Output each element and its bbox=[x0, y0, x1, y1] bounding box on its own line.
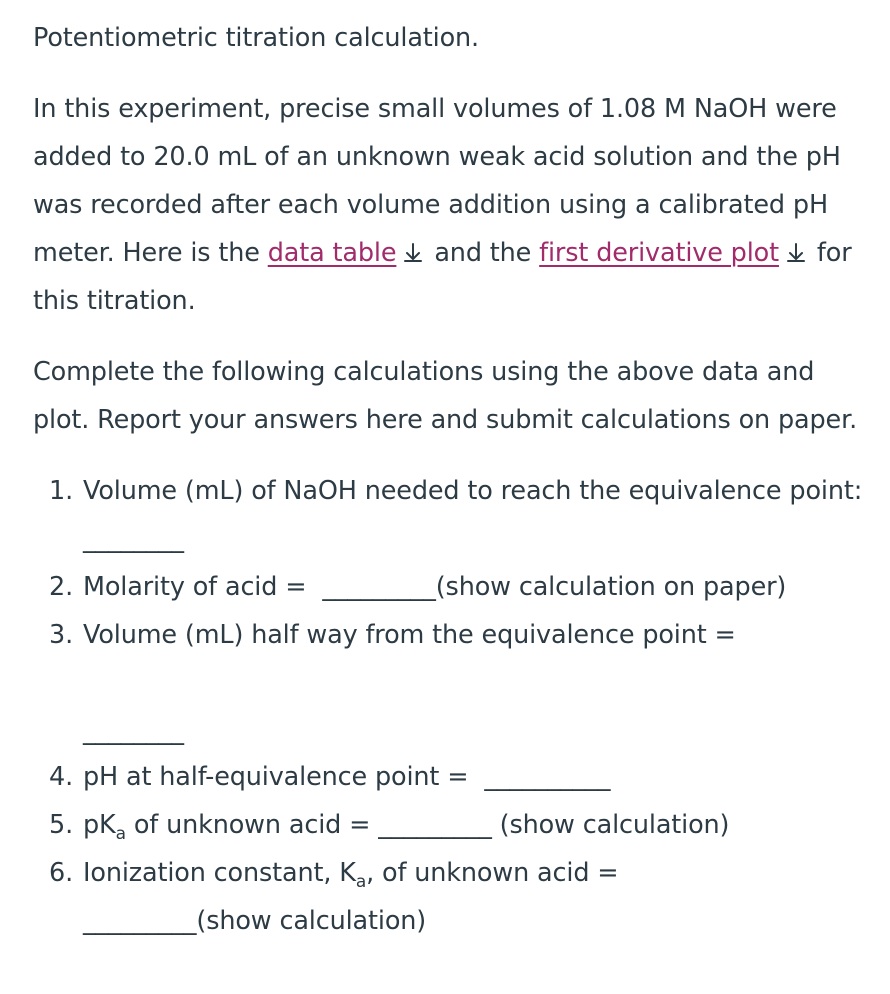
assignment-content bbox=[33, 14, 878, 945]
question-text-b: , of unknown acid = bbox=[366, 858, 619, 888]
questions-list bbox=[33, 467, 878, 945]
download-arrow-icon[interactable] bbox=[402, 241, 424, 265]
question-item bbox=[49, 611, 878, 755]
instructions-paragraph: Complete the following calculations using the above data and plot. Report your answers here and submit calculations on paper. bbox=[33, 357, 858, 435]
download-arrow-icon[interactable] bbox=[785, 241, 807, 265]
question-number: 4. bbox=[49, 762, 74, 792]
question-number: 2. bbox=[49, 572, 74, 602]
question-item bbox=[49, 849, 878, 945]
question-text-b: of unknown acid = _________ (show calculation) bbox=[125, 810, 730, 840]
intro-text-3: for this titration. bbox=[33, 238, 852, 316]
intro-paragraph bbox=[33, 85, 878, 325]
question-item bbox=[49, 753, 878, 801]
answer-blank: _________(show calculation) bbox=[83, 906, 427, 936]
question-number: 6. bbox=[49, 858, 74, 888]
question-number: 5. bbox=[49, 810, 74, 840]
subscript: a bbox=[355, 872, 367, 892]
question-item bbox=[49, 467, 878, 563]
intro-text-2: and the bbox=[426, 238, 540, 268]
question-text: Volume (mL) of NaOH needed to reach the equivalence point: ________ bbox=[83, 476, 863, 554]
question-number: 3. bbox=[49, 620, 74, 650]
question-item bbox=[49, 801, 878, 849]
data-table-link[interactable]: data table bbox=[267, 238, 397, 268]
question-item bbox=[49, 563, 878, 611]
page-title: Potentiometric titration calculation. bbox=[33, 23, 479, 53]
question-text: pH at half-equivalence point = __________ bbox=[83, 762, 611, 792]
derivative-plot-link[interactable]: first derivative plot bbox=[539, 238, 779, 268]
subscript: a bbox=[115, 824, 126, 844]
intro-text-1: In this experiment, precise small volumes of 1.08 M NaOH were added to 20.0 mL of an unknown weak acid solution and the pH was recorded after each volume addition using a calibrated pH meter. Here is the bbox=[33, 94, 841, 268]
question-text-a: Ionization constant, K bbox=[83, 858, 356, 888]
question-text: Molarity of acid = _________(show calculation on paper) bbox=[83, 572, 787, 602]
question-text: Volume (mL) half way from the equivalence point = bbox=[83, 620, 736, 650]
question-text-a: pK bbox=[83, 810, 116, 840]
question-number: 1. bbox=[49, 476, 74, 506]
answer-blank: ________ bbox=[83, 716, 184, 746]
